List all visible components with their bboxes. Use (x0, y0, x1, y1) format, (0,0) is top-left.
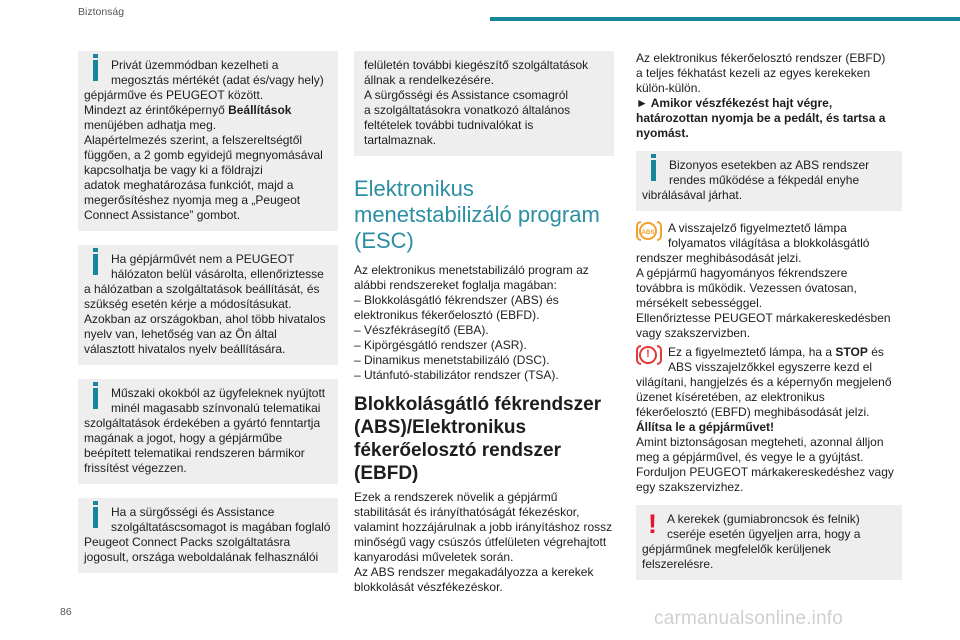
section-header: Biztonság (78, 6, 125, 18)
text-line: beépített telematikai rendszeren bármikor (84, 446, 305, 460)
text-line: üzenet kíséretében, az elektronikus (636, 390, 825, 404)
text-line: Amint biztonságosan megteheti, azonnal álljon (636, 435, 884, 449)
text-line: külön-külön. (636, 81, 701, 95)
lamp-label: ! (646, 348, 650, 360)
text-line: A kerekek (gumiabroncsok és felnik) (667, 512, 860, 526)
abs-lamp-section (636, 221, 902, 341)
text-line: blokkolását vészfékezéskor. (354, 580, 503, 594)
text-line: Connect Assistance” gombot. (84, 208, 241, 222)
text-span: Ez a figyelmeztető lámpa, ha a (668, 345, 836, 359)
text-line: hálózaton belül vásárolta, ellenőriztesse (111, 267, 324, 281)
text-line: cseréje esetén ügyeljen arra, hogy a (667, 527, 861, 541)
text-line: szolgáltatáscsomagot is magában foglaló (111, 520, 331, 534)
esc-body (354, 263, 614, 383)
text-line: egy szakszervizhez. (636, 480, 744, 494)
text-line: menüjében adhatja meg. (84, 118, 217, 132)
title-line: fékerőelosztó rendszer (354, 440, 561, 461)
brake-warning-lamp-icon (636, 345, 662, 367)
info-box-technical (78, 379, 338, 484)
text-line: A sürgősségi és Assistance csomagról (364, 88, 569, 102)
title-line: (EBFD) (354, 463, 419, 484)
title-line: (ABS)/Elektronikus (354, 417, 527, 438)
watermark: carmanualsonline.info (654, 608, 844, 629)
abs-warning-lamp-icon (636, 221, 662, 243)
text-line: a teljes fékhatást kezeli az egyes kerekeken (636, 66, 871, 80)
info-icon (93, 388, 98, 409)
text-line: elektronikus fékerőelosztó (EBFD). (354, 308, 540, 322)
title-line: (ESC) (354, 228, 414, 253)
page-number: 86 (60, 606, 72, 618)
text-line: magának a jogot, hogy a gépjárműbe (84, 431, 283, 445)
text-line: mérsékelt sebességgel. (636, 296, 763, 310)
text-line: vibrálásával járhat. (642, 188, 743, 202)
text-line: feltételek további tudnivalókat is tartalmaznak. (364, 118, 534, 147)
ebfd-intro (636, 51, 902, 141)
info-box-privacy (78, 51, 338, 231)
lamp-arc (657, 221, 662, 241)
text-line: A visszajelző figyelmeztető lámpa (668, 221, 847, 235)
text-line: kanyarodási műveletek során. (354, 550, 514, 564)
text-line: választott hivatalos nyelv beállítására. (84, 342, 286, 356)
instruction-line: ► Amikor vészfékezést hajt végre, (636, 96, 833, 110)
instruction-line: Állítsa le a gépjárművet! (636, 420, 775, 434)
abs-body (354, 490, 614, 595)
warning-icon: ! (648, 509, 657, 539)
text-line: Az ABS rendszer megakadályozza a kerekek (354, 565, 594, 579)
text-line: világítani, hangjelzés és a képernyőn megjelenő (636, 375, 892, 389)
text-line: Privát üzemmódban kezelheti a (111, 58, 279, 72)
text-line: alábbi rendszereket foglalja magában: (354, 278, 557, 292)
column-left (78, 51, 338, 587)
text-line: A gépjármű hagyományos fékrendszere (636, 266, 848, 280)
text-line: Ha gépjárművét nem a PEUGEOT (111, 252, 295, 266)
text-line: Bizonyos esetekben az ABS rendszer (669, 158, 870, 172)
text-line: Azokban az országokban, ahol több hivatalos (84, 312, 326, 326)
text-line: kapcsolhatja be vagy ki a földrajzi (84, 163, 263, 177)
text-line: Ha a sürgősségi és Assistance (111, 505, 275, 519)
text-line: Ellenőriztesse PEUGEOT márkakereskedésben (636, 311, 891, 325)
text-line: Az elektronikus menetstabilizáló program az (354, 263, 589, 277)
text-line: szükség esetén kérje a módosításukat. (84, 297, 292, 311)
text-line: Peugeot Connect Packs szolgáltatásra (84, 535, 291, 549)
text-line: a hálózatban a szolgáltatások beállítását, és (84, 282, 320, 296)
text-line: szolgáltatások érdekében a gyártó fenntartja (84, 416, 321, 430)
text-line: minőségű vagy csúszós útfelületen végrehajtott (354, 535, 607, 549)
list-item: – Dinamikus menetstabilizáló (DSC). (354, 353, 550, 367)
text-line: adatok meghatározása funkciót, majd a (84, 178, 294, 192)
abs-section-title (354, 393, 614, 485)
text-line: vagy szakszervizben. (636, 326, 751, 340)
esc-section-title (354, 176, 614, 254)
info-icon (93, 507, 98, 528)
info-box-network (78, 245, 338, 365)
text-line: felszerelésre. (642, 557, 714, 571)
stop-lamp-section (636, 345, 902, 495)
header-accent-bar (490, 17, 960, 21)
text-line: minél magasabb színvonalú telematikai (111, 401, 321, 415)
list-item: – Kipörgésgátló rendszer (ASR). (354, 338, 527, 352)
text-line: megosztás mértékét (adat és/vagy hely) (111, 73, 324, 87)
text-line: Az elektronikus fékerőelosztó rendszer (EBFD) (636, 51, 886, 65)
text-line: frissítést végezzen. (84, 461, 187, 475)
text-line: jogosult, országa weboldalának felhasználói (84, 550, 319, 564)
text-line (636, 345, 902, 360)
title-line: menetstabilizáló program (354, 202, 600, 227)
list-item: – Vészfékrásegítő (EBA). (354, 323, 489, 337)
text-line: valamint hozzájárulnak a jobb irányításhoz rossz (354, 520, 613, 534)
column-right (636, 51, 902, 594)
text-span: Mindezt az érintőképernyő (84, 103, 229, 117)
text-line: nyelv van, lehetőség van az Ön által (84, 327, 277, 341)
instruction-line: nyomást. (636, 126, 689, 140)
text-line: állnak a rendelkezésére. (364, 73, 495, 87)
text-line: meg a gépjárművel, és vegye le a gyújtást. (636, 450, 864, 464)
text-line: fékerőelosztó (EBFD) meghibásodását jelzi. (636, 405, 870, 419)
info-box-assistance-cont (354, 51, 614, 156)
text-line: folyamatos világítása a blokkolásgátló (668, 236, 870, 250)
text-line: rendszer meghibásodását jelzi. (636, 251, 802, 265)
instruction-line: határozottan nyomja be a pedált, és tartsa a (636, 111, 886, 125)
text-line: továbbra is működik. Vezessen óvatosan, (636, 281, 857, 295)
info-icon (651, 160, 656, 181)
bold-term-settings: Beállítások (228, 103, 292, 117)
text-line: a szolgáltatásokra vonatkozó általános (364, 103, 571, 117)
bold-term-stop: STOP (835, 345, 868, 359)
text-line: gépjárműve és PEUGEOT között. (84, 88, 264, 102)
column-middle (354, 51, 614, 595)
list-item: – Blokkolásgátló fékrendszer (ABS) és (354, 293, 559, 307)
text-line: stabilitását és irányíthatóságát fékezéskor, (354, 505, 580, 519)
info-box-assistance (78, 498, 338, 573)
text-line: felületén további kiegészítő szolgáltatások (364, 58, 589, 72)
text-line: megerősítéshez nyomja meg a „Peugeot (84, 193, 301, 207)
warning-box-wheels (636, 505, 902, 580)
text-line (84, 103, 332, 118)
text-line: Ezek a rendszerek növelik a gépjármű (354, 490, 558, 504)
text-line: Műszaki okokból az ügyfeleknek nyújtott (111, 386, 326, 400)
text-line: függően, a 2 gomb egyidejű megnyomásával (84, 148, 323, 162)
lamp-label: ABS (641, 230, 655, 236)
text-line: Alapértelmezés szerint, a felszereltségtől (84, 133, 303, 147)
title-line: Elektronikus (354, 176, 474, 201)
info-box-abs-vibration (636, 151, 902, 211)
text-line: rendes működése a fékpedál enyhe (669, 173, 860, 187)
text-line: gépjárműnek megfelelők kerüljenek (642, 542, 831, 556)
lamp-arc (657, 345, 662, 365)
text-span: és (867, 345, 884, 359)
text-line: ABS visszajelzőkkel egyszerre kezd el (668, 360, 873, 374)
info-icon (93, 60, 98, 81)
title-line: Blokkolásgátló fékrendszer (354, 394, 602, 415)
info-icon (93, 254, 98, 275)
text-line: Forduljon PEUGEOT márkakereskedéshez vagy (636, 465, 894, 479)
list-item: – Utánfutó-stabilizátor rendszer (TSA). (354, 368, 559, 382)
